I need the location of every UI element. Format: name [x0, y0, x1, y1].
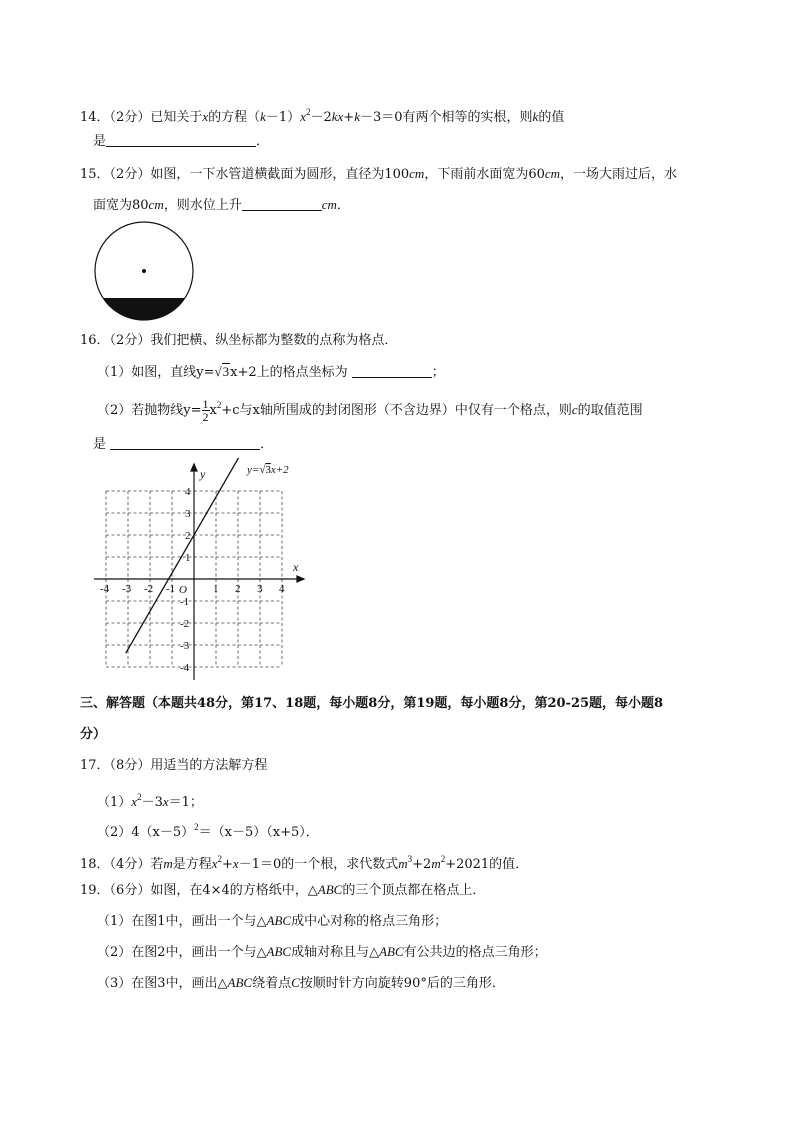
section3-heading: [80, 695, 663, 713]
q14-line2: [93, 132, 269, 151]
q17-part1: [97, 788, 203, 812]
y-tick-label: 4: [185, 486, 191, 498]
q16-text: x: [209, 403, 217, 418]
q19-part1: [97, 912, 447, 931]
q18-var: x: [232, 856, 239, 871]
q17-sup: 2: [194, 822, 199, 832]
x-axis-label: x: [293, 560, 299, 574]
q18-line1: [80, 850, 528, 874]
x-tick-label: 3: [257, 583, 263, 595]
q18-var: x: [211, 856, 218, 871]
q18-sup: 3: [407, 854, 413, 864]
y-tick-label: -1: [180, 596, 190, 608]
q17-line1: [80, 757, 267, 775]
x-tick-label: 4: [279, 583, 285, 595]
q16-text: 是: [93, 437, 107, 452]
q19-part2: [97, 943, 547, 962]
q19-text: 19．（6分）如图，在4×4的方格纸中，△: [80, 883, 318, 898]
x-tick-label: -4: [100, 583, 110, 595]
x-tick-label: -3: [122, 583, 132, 595]
q15-unit: cm: [148, 197, 164, 212]
section3-heading-line2: [80, 726, 106, 744]
y-tick-label: -2: [180, 618, 190, 630]
q17-text: ＝1；: [168, 795, 203, 810]
q14-text: 的值: [538, 110, 565, 125]
y-tick-label: 1: [185, 552, 191, 564]
q15-answer-blank[interactable]: [242, 196, 322, 211]
q14-line1: [80, 103, 564, 127]
q19-text: （2）在图2中，画出一个与△: [97, 945, 267, 960]
q19-var: ABC: [266, 913, 292, 928]
q16-part2-line2: [93, 435, 273, 454]
y-axis-label: y: [200, 467, 206, 481]
q16-text: +c与x轴所围成的封闭图形（不含边界）中仅有一个格点，则: [221, 403, 572, 418]
q15-unit: cm: [544, 166, 561, 181]
fraction-numerator: 1: [202, 397, 209, 411]
q19-text: 有公共边的格点三角形；: [403, 945, 547, 960]
y-axis-arrow: [191, 464, 197, 471]
q14-text: +: [343, 110, 355, 125]
q16-text: （1）如图，直线y=: [97, 365, 215, 380]
q16-text: 的取值范围: [577, 403, 643, 418]
sqrt-expression: √3: [214, 364, 230, 379]
q19-text: 成轴对称且与△: [291, 945, 380, 960]
q19-text: 的三个顶点都在格点上．: [342, 883, 486, 898]
q19-text: 成中心对称的格点三角形；: [291, 914, 448, 929]
q18-text: +: [222, 857, 233, 872]
q14-text: －3＝0有两个相等的实根，则: [359, 110, 533, 125]
x-tick-label: -1: [166, 583, 176, 595]
x-tick-label: 2: [235, 583, 241, 595]
fraction: [202, 398, 210, 423]
q15-line1: [80, 165, 677, 184]
q18-text: 是方程: [172, 857, 212, 872]
q18-var: m: [431, 856, 441, 871]
q19-text: 绕着点: [252, 976, 292, 991]
q15-text: 15．（2分）如图，一下水管道横截面为圆形，直径为100: [80, 167, 410, 182]
coordinate-graph: [90, 458, 310, 683]
q17-text: 17．（8分）用适当的方法解方程: [80, 758, 268, 773]
q14-text: 的方程（: [208, 110, 261, 125]
q19-text: （1）在图1中，画出一个与△: [97, 914, 267, 929]
q14-var: x: [202, 109, 209, 124]
q18-text: 18．（4分）若: [80, 857, 164, 872]
q17-var: x: [131, 794, 138, 809]
q15-text: ，则水位上升: [163, 198, 242, 213]
q19-var: ABC: [266, 944, 292, 959]
q14-var: k: [532, 109, 539, 124]
q19-var: ABC: [379, 944, 404, 959]
q14-var: k: [354, 109, 360, 124]
q14-text: 14．（2分）已知关于: [80, 110, 203, 125]
q18-text: +2021的值．: [445, 857, 529, 872]
q16-answer-blank-2[interactable]: [110, 435, 260, 450]
q18-sup: 2: [217, 854, 223, 864]
section3-text: 三、解答题（本题共48分，第17、18题，每小题8分，第19题，每小题8分，第20-25题，每小题8: [80, 696, 664, 711]
q15-line2: [93, 196, 350, 215]
q19-var: ABC: [227, 975, 253, 990]
q15-text: ，下雨前水面宽为60: [424, 167, 545, 182]
fraction-denominator: 2: [202, 410, 209, 424]
q15-text: ，一场大雨过后，水: [560, 167, 678, 182]
y-tick-label: -4: [180, 662, 190, 674]
q18-sup: 2: [440, 854, 446, 864]
q15-unit: cm: [409, 166, 425, 181]
q18-text: +2: [412, 857, 432, 872]
q14-var: k: [260, 109, 266, 124]
x-tick-label: -2: [144, 583, 154, 595]
q16-line1: [80, 332, 397, 350]
origin-label: O: [179, 584, 187, 596]
sqrt-radicand: 3: [222, 364, 230, 379]
q18-text: －1＝0的一个根，求代数式: [238, 857, 399, 872]
q15-text: ．: [336, 198, 350, 213]
y-tick-label: 3: [185, 508, 191, 520]
q19-line1: [80, 881, 485, 900]
q14-text: ．: [256, 134, 270, 149]
q17-part2: [97, 818, 319, 842]
q14-var: x: [300, 109, 306, 124]
q14-sup: 2: [305, 107, 311, 117]
q16-text: x+2上的格点坐标为: [230, 365, 348, 380]
y-tick-label: 2: [185, 530, 191, 542]
q16-part2: [97, 396, 643, 423]
q17-text: （1）: [97, 795, 132, 810]
section3-text: 分）: [80, 727, 107, 742]
q16-answer-blank-1[interactable]: [352, 363, 432, 378]
q14-text: －1）: [265, 110, 301, 125]
q15-text: 面宽为80: [93, 198, 149, 213]
q17-text: －3: [141, 795, 163, 810]
axes: [94, 464, 304, 680]
q17-text: ＝（x－5）（x+5）．: [198, 825, 319, 840]
q17-text: （2）4（x－5）: [97, 825, 195, 840]
q17-var: x: [162, 794, 169, 809]
x-axis-arrow: [297, 576, 304, 582]
y-tick-label: -3: [180, 640, 190, 652]
q14-text: 是: [93, 134, 107, 149]
q19-text: （3）在图3中，画出△: [97, 976, 228, 991]
q16-var: c: [571, 402, 578, 417]
q16-text: 16．（2分）我们把横、纵坐标都为整数的点称为格点．: [80, 333, 398, 348]
q14-text: －2: [310, 110, 332, 125]
q17-sup: 2: [137, 792, 142, 802]
x-tick-label: 1: [213, 583, 219, 595]
center-point: [142, 269, 146, 273]
q16-text: ．: [260, 437, 274, 452]
q14-answer-blank[interactable]: [106, 132, 256, 147]
q16-part1: [97, 363, 445, 382]
q15-unit: cm: [321, 197, 337, 212]
q16-text: （2）若抛物线y=: [97, 403, 202, 418]
q18-var: m: [398, 856, 408, 871]
q19-var: C: [291, 975, 300, 990]
q16-sup: 2: [216, 400, 222, 410]
water-region: [92, 298, 196, 323]
q14-var: kx: [331, 109, 344, 124]
q18-var: m: [163, 856, 173, 871]
q16-text: ；: [431, 365, 445, 380]
pipe-cross-section-figure: [92, 219, 196, 323]
line-equation-label: y=√3x+2: [247, 464, 289, 476]
q19-part3: [97, 974, 505, 993]
q19-text: 按顺时针方向旋转90°后的三角形．: [299, 976, 505, 991]
q19-var: ABC: [317, 882, 343, 897]
